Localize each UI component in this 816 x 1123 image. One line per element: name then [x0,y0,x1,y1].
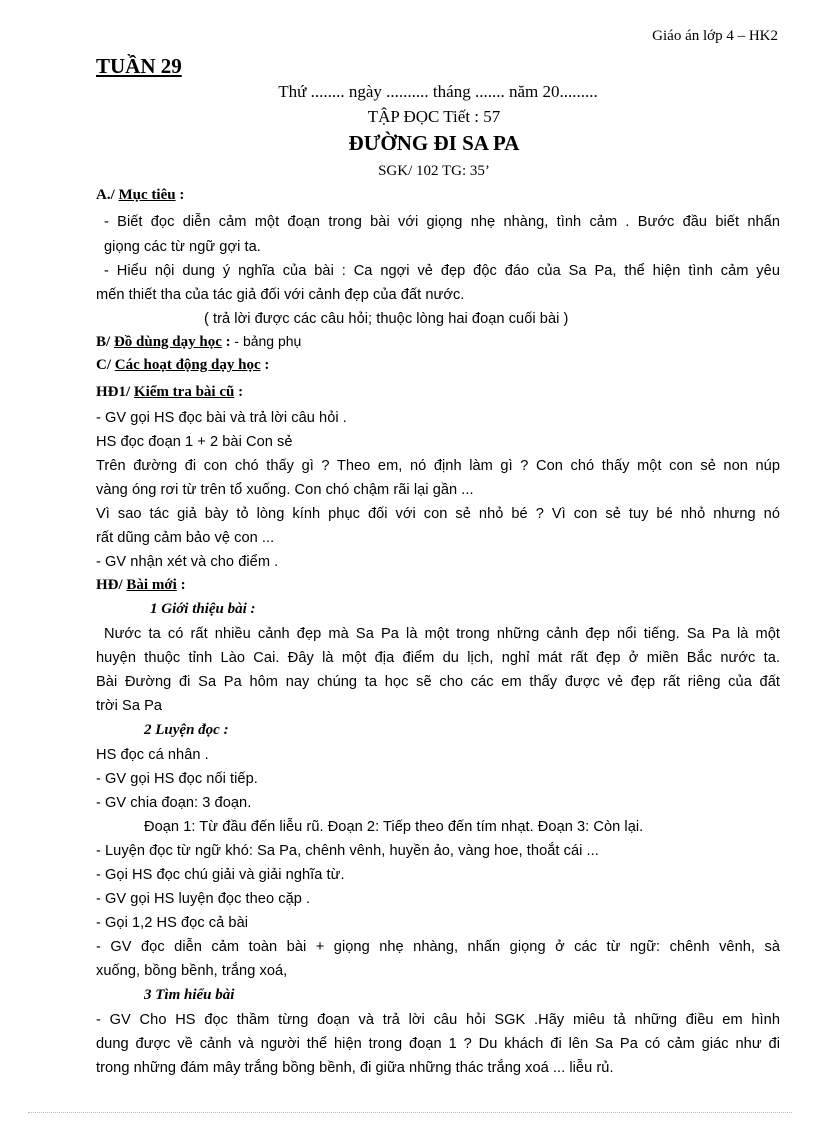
week-title: TUẦN 29 [96,54,182,78]
date-line: Thứ ........ ngày .......... tháng ....... năm 20......... [278,82,598,101]
sgk-line: SGK/ 102 TG: 35’ [378,163,490,179]
reading-line: - Gọi HS đọc chú giải và giải nghĩa từ. [96,867,345,883]
explore-heading: 3 Tìm hiểu bài [144,987,235,1003]
explore-line: dung được về cảnh và người thể hiện trong đoạn 1 ? Du khách đi lên Sa Pa có cảm giác như đi [96,1036,780,1052]
section-c-heading: C/ Các hoạt động dạy học : [96,357,270,373]
lesson-title: ĐƯỜNG ĐI SA PA [348,131,520,155]
objective-line: giọng các từ ngữ gợi ta. [104,239,261,255]
review-line: - GV gọi HS đọc bài và trả lời câu hỏi . [96,410,347,426]
activity-1-heading: HĐ1/ Kiểm tra bài cũ : [96,384,244,400]
review-line: Vì sao tác giả bày tỏ lòng kính phục đối với con sẻ nhỏ bé ? Vì con sẻ tuy bé nhỏ nhưng nó [96,506,780,522]
reading-line: - GV gọi HS luyện đọc theo cặp . [96,891,311,907]
explore-line: - GV Cho HS đọc thầm từng đoạn và trả lời câu hỏi SGK .Hãy miêu tả những điều em hình [96,1012,780,1028]
intro-line: trời Sa Pa [96,698,163,714]
objective-line: - Hiểu nội dung ý nghĩa của bài : Ca ngợi vẻ đẹp độc đáo của Sa Pa, thể hiện tình cảm yêu [104,263,780,279]
reading-line: - Luyện đọc từ ngữ khó: Sa Pa, chênh vênh, huyền ảo, vàng hoe, thoắt cái ... [96,843,599,859]
review-line: HS đọc đoạn 1 + 2 bài Con sẻ [96,434,293,450]
course-header: Giáo án lớp 4 – HK2 [652,28,778,44]
review-line: rất dũng cảm bảo vệ con ... [96,530,275,546]
reading-line: - GV đọc diễn cảm toàn bài + giọng nhẹ nhàng, nhấn giọng ở các từ ngữ: chênh vênh, sà [96,939,780,955]
objective-note: ( trả lời được các câu hỏi; thuộc lòng hai đoạn cuối bài ) [204,311,569,327]
reading-line: xuống, bồng bềnh, trắng xoá, [96,963,288,979]
footer-divider [28,1112,792,1113]
review-line: - GV nhận xét và cho điểm . [96,554,279,570]
section-b-heading: B/ Đồ dùng dạy học : - bảng phụ [96,333,302,350]
subject-line: TẬP ĐỌC Tiết : 57 [367,107,501,126]
reading-heading: 2 Luyện đọc : [144,722,229,738]
reading-line: - Gọi 1,2 HS đọc cả bài [96,915,249,931]
reading-line: Đoạn 1: Từ đầu đến liễu rũ. Đoạn 2: Tiếp theo đến tím nhạt. Đoạn 3: Còn lại. [144,819,644,835]
objective-line: mến thiết tha của tác giả đối với cảnh đẹp của đất nước. [96,287,465,303]
reading-line: - GV chia đoạn: 3 đoạn. [96,795,252,811]
objective-line: - Biết đọc diễn cảm một đoạn trong bài với giọng nhẹ nhàng, tình cảm . Bước đầu biết nhấn [104,214,780,230]
explore-line: trong những đám mây trắng bồng bềnh, đi giữa những thác trắng xoá ... liễu rủ. [96,1060,614,1076]
review-line: Trên đường đi con chó thấy gì ? Theo em, nó định làm gì ? Con chó thấy một con sẻ non núp [96,458,780,474]
reading-line: - GV gọi HS đọc nối tiếp. [96,771,258,787]
intro-line: Nước ta có rất nhiều cảnh đẹp mà Sa Pa là một trong những cảnh đẹp nổi tiếng. Sa Pa là một [104,626,780,642]
intro-heading: 1 Giới thiệu bài : [150,601,256,617]
intro-line: huyện thuộc tỉnh Lào Cai. Đây là một địa điểm du lịch, nghỉ mát rất đẹp ở miền Bắc nước ta. [96,650,780,666]
intro-line: Bài Đường đi Sa Pa hôm nay chúng ta học sẽ cho các em thấy được vẻ đẹp rất riêng của đất [96,674,780,690]
review-line: vàng óng rơi từ trên tổ xuống. Con chó chậm rãi lại gần ... [96,482,474,498]
reading-line: HS đọc cá nhân . [96,747,209,763]
activity-2-heading: HĐ/ Bài mới : [96,577,186,593]
section-a-heading: A./ Mục tiêu : [96,187,185,203]
